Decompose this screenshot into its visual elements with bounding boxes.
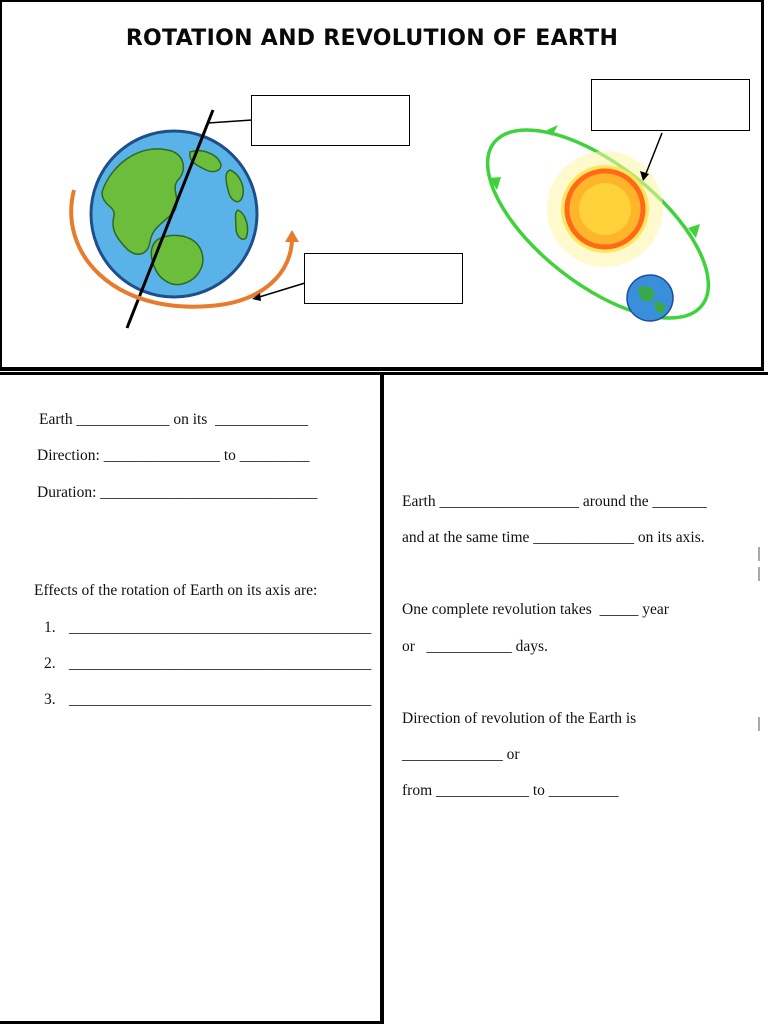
effect-blank-2[interactable]: _______________________________________ [69,655,372,672]
duration-line[interactable]: Duration: ____________________________ [37,484,318,501]
worksheet-title: ROTATION AND REVOLUTION OF EARTH [125,26,619,51]
axis-label-box[interactable] [251,95,410,146]
effect-number-1: 1. [44,619,56,636]
revolution-line-2[interactable]: and at the same time _____________ on its axis. [402,529,705,546]
revolution-questions-panel [384,372,768,1024]
diagram-panel [0,0,764,371]
effect-number-3: 3. [44,691,56,708]
sun-icon [547,151,663,267]
edge-mark [758,567,760,581]
effect-blank-1[interactable]: _______________________________________ [69,619,372,636]
revolution-direction-blank[interactable]: _____________ or [402,746,520,763]
sun-label-box[interactable] [591,79,750,131]
revolution-days-line[interactable]: or ___________ days. [402,638,548,655]
revolution-direction-heading: Direction of revolution of the Earth is [402,710,637,727]
earth-globe-icon [91,131,257,297]
small-earth-icon [627,275,673,321]
edge-mark [758,717,760,731]
revolution-from-to-line[interactable]: from ____________ to _________ [402,782,619,799]
rotation-diagram [2,2,766,373]
rotation-label-box[interactable] [304,253,463,304]
rotation-line-1[interactable]: Earth ____________ on its ____________ [39,411,309,428]
revolution-duration-line[interactable]: One complete revolution takes _____ year [402,601,669,618]
effect-blank-3[interactable]: _______________________________________ [69,691,372,708]
effect-number-2: 2. [44,655,56,672]
direction-line[interactable]: Direction: _______________ to _________ [37,447,310,464]
rotation-questions-panel [0,372,384,1024]
effects-heading: Effects of the rotation of Earth on its axis are: [34,582,318,599]
revolution-line-1[interactable]: Earth __________________ around the _______ [402,493,707,510]
edge-mark [758,547,760,561]
